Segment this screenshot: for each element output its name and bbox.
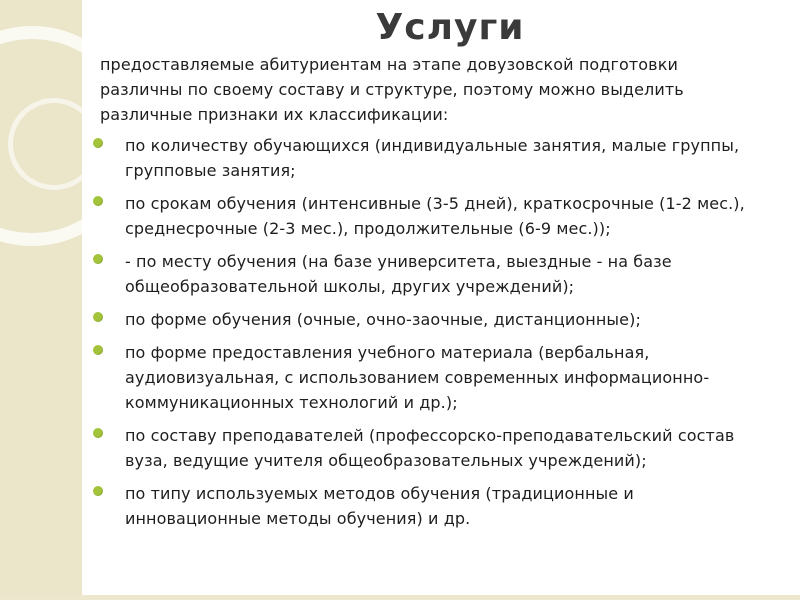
list-item [100, 423, 760, 473]
list-item-text: по форме обучения (очные, очно-заочные, дистанционные); [125, 310, 641, 329]
bullet-icon [93, 428, 103, 438]
list-item-text: по количеству обучающихся (индивидуальные занятия, малые группы, групповые занятия; [125, 136, 740, 180]
list-item [100, 340, 760, 415]
slide-content [100, 52, 760, 539]
bullet-icon [93, 345, 103, 355]
list-item [100, 481, 760, 531]
bullet-icon [93, 138, 103, 148]
list-item [100, 133, 760, 183]
slide-title: Услуги [375, 7, 525, 48]
list-item-text: по срокам обучения (интенсивные (3-5 дней), краткосрочные (1-2 мес.), среднесрочные (2-3 мес.), продолжительные (6-9 мес.)); [125, 194, 745, 238]
list-item [100, 307, 760, 332]
list-item-text: по типу используемых методов обучения (традиционные и инновационные методы обучения) и др. [125, 484, 634, 528]
bullet-icon [93, 486, 103, 496]
lead-paragraph: предоставляемые абитуриентам на этапе довузовской подготовки различны по своему составу и структуре, поэтому можно выделить различные признаки их классификации: [100, 55, 684, 124]
bullet-icon [93, 312, 103, 322]
decorative-sidebar [0, 0, 82, 600]
classification-list [100, 133, 760, 531]
list-item-text: по форме предоставления учебного материала (вербальная, аудиовизуальная, с использованием современных информационно-коммуникационных технологий и др.); [125, 343, 710, 412]
bullet-icon [93, 254, 103, 264]
list-item [100, 249, 760, 299]
ring-decoration-small [8, 98, 100, 190]
footer-divider [0, 595, 800, 600]
bullet-icon [93, 196, 103, 206]
list-item-text: по составу преподавателей (профессорско-преподавательский состав вуза, ведущие учителя общеобразовательных учреждений); [125, 426, 735, 470]
list-item [100, 191, 760, 241]
list-item-text: - по месту обучения (на базе университета, выездные - на базе общеобразовательной школы, других учреждений); [125, 252, 672, 296]
